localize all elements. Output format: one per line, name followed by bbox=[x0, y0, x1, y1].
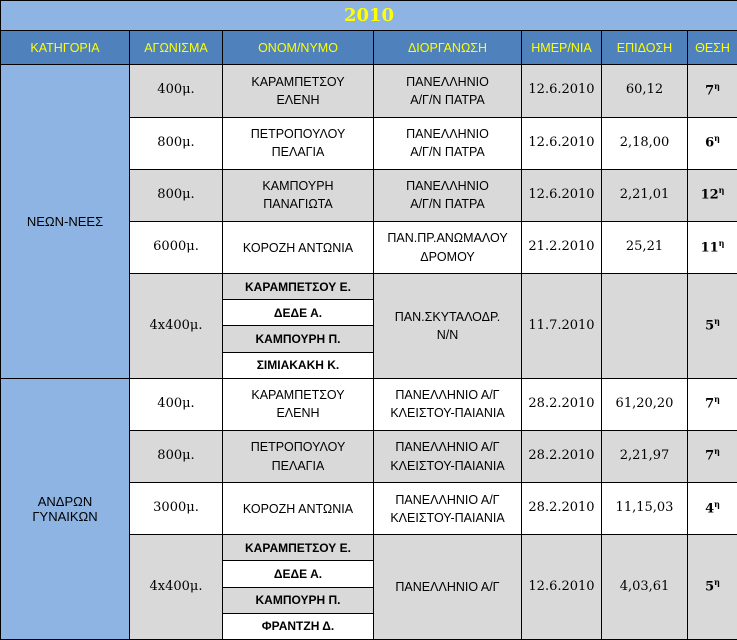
position-suffix: η bbox=[718, 237, 725, 248]
event-cell: 4x400μ. bbox=[130, 535, 223, 640]
relay-athlete-name: ΚΑΜΠΟΥΡΗ Π. bbox=[223, 587, 374, 613]
header-position: ΘΕΣΗ bbox=[688, 31, 737, 65]
category-cell bbox=[1, 65, 130, 378]
event-cell: 800μ. bbox=[130, 117, 223, 169]
table-row bbox=[1, 65, 737, 117]
header-name: ΟΝΟΜ/ΝΥΜΟ bbox=[223, 31, 374, 65]
event-cell: 3000μ. bbox=[130, 483, 223, 535]
organization-line: ΠΑΝΕΛΛΗΝΙΟ Α/Γ bbox=[395, 492, 500, 507]
date-cell: 11.7.2010 bbox=[522, 274, 602, 378]
category-label-line: ΑΝΔΡΩΝ bbox=[37, 493, 93, 509]
athlete-name-cell: ΚΟΡΟΖΗ ΑΝΤΩΝΙΑ bbox=[223, 222, 374, 274]
organization-line: ΠΑΝΕΛΛΗΝΙΟ Α/Γ bbox=[395, 440, 500, 455]
position-value: 12 bbox=[700, 187, 719, 203]
organization-line: ΠΑΝΕΛΛΗΝΙΟ Α/Γ bbox=[395, 388, 500, 403]
position-value: 4 bbox=[705, 501, 715, 516]
organization-line: Α/Γ/Ν ΠΑΤΡΑ bbox=[410, 92, 485, 107]
organization-cell bbox=[374, 65, 522, 117]
position-suffix: η bbox=[714, 133, 720, 144]
organization-line: ΠΑΝΕΛΛΗΝΙΟ bbox=[406, 179, 489, 194]
relay-athlete-name: ΚΑΡΑΜΠΕΤΣΟΥ Ε. bbox=[223, 274, 374, 300]
position-cell bbox=[688, 430, 737, 482]
athlete-name-line: ΚΑΜΠΟΥΡΗ bbox=[262, 179, 334, 194]
relay-athlete-name: ΦΡΑΝΤΖΗ Δ. bbox=[223, 613, 374, 639]
organization-cell bbox=[374, 483, 522, 535]
organization-cell bbox=[374, 222, 522, 274]
organization-line: ΚΛΕΙΣΤΟΥ-ΠΑΙΑΝΙΑ bbox=[390, 510, 505, 525]
result-cell: 11,15,03 bbox=[602, 483, 688, 535]
organization-line: Ν/Ν bbox=[436, 327, 459, 342]
athlete-name-line: ΕΛΕΝΗ bbox=[276, 406, 320, 421]
result-cell: 2,21,01 bbox=[602, 169, 688, 221]
position-value: 7 bbox=[705, 448, 715, 464]
result-cell: 60,12 bbox=[602, 65, 688, 117]
position-suffix: η bbox=[714, 315, 720, 326]
date-cell: 21.2.2010 bbox=[522, 222, 602, 274]
date-cell: 28.2.2010 bbox=[522, 378, 602, 430]
organization-cell bbox=[374, 378, 522, 430]
category-label: ΝΕΩΝ-ΝΕΕΣ bbox=[26, 213, 104, 229]
position-suffix: η bbox=[714, 577, 720, 588]
date-cell: 12.6.2010 bbox=[522, 65, 602, 117]
athlete-name-cell bbox=[223, 169, 374, 221]
year-title: 2010 bbox=[1, 1, 737, 31]
athlete-name-line: ΠΕΤΡΟΠΟΥΛΟΥ bbox=[250, 440, 346, 455]
athlete-name-line: ΠΕΛΑΓΙΑ bbox=[271, 145, 325, 160]
position-suffix: η bbox=[714, 80, 720, 91]
result-cell: 4,03,61 bbox=[602, 535, 688, 640]
header-category: ΚΑΤΗΓΟΡΙΑ bbox=[1, 31, 130, 65]
athlete-name-cell bbox=[223, 65, 374, 117]
event-cell: 400μ. bbox=[130, 378, 223, 430]
organization-cell bbox=[374, 430, 522, 482]
position-value: 6 bbox=[705, 135, 715, 151]
organization-line: ΠΑΝΕΛΛΗΝΙΟ bbox=[406, 74, 489, 89]
athlete-name-cell bbox=[223, 430, 374, 482]
header-event: ΑΓΩΝΙΣΜΑ bbox=[130, 31, 223, 65]
relay-athlete-name: ΔΕΔΕ Α. bbox=[223, 561, 374, 587]
year-row bbox=[1, 1, 737, 31]
organization-cell bbox=[374, 169, 522, 221]
position-cell bbox=[688, 169, 737, 221]
result-cell: 2,21,97 bbox=[602, 430, 688, 482]
athlete-name-line: ΠΕΤΡΟΠΟΥΛΟΥ bbox=[250, 127, 346, 142]
athlete-name-cell bbox=[223, 378, 374, 430]
organization-line: ΠΑΝΕΛΛΗΝΙΟ bbox=[406, 127, 489, 142]
position-suffix: η bbox=[714, 446, 720, 457]
organization-line: ΔΡΟΜΟΥ bbox=[420, 249, 475, 264]
position-value: 5 bbox=[705, 318, 715, 334]
relay-athlete-name: ΚΑΡΑΜΠΕΤΣΟΥ Ε. bbox=[223, 535, 374, 561]
date-cell: 12.6.2010 bbox=[522, 117, 602, 169]
position-value: 5 bbox=[705, 579, 715, 595]
header-row bbox=[1, 31, 737, 65]
position-cell bbox=[688, 117, 737, 169]
date-cell: 12.6.2010 bbox=[522, 535, 602, 640]
organization-cell bbox=[374, 274, 522, 378]
athlete-name-cell: ΚΟΡΟΖΗ ΑΝΤΩΝΙΑ bbox=[223, 483, 374, 535]
position-cell bbox=[688, 222, 737, 274]
organization-cell bbox=[374, 117, 522, 169]
date-cell: 28.2.2010 bbox=[522, 430, 602, 482]
header-date: ΗΜΕΡ/ΝΙΑ bbox=[522, 31, 602, 65]
position-suffix: η bbox=[714, 394, 720, 405]
header-organization: ΔΙΟΡΓΑΝΩΣΗ bbox=[374, 31, 522, 65]
result-cell: 25,21 bbox=[602, 222, 688, 274]
position-value: 7 bbox=[705, 83, 715, 99]
date-cell: 28.2.2010 bbox=[522, 483, 602, 535]
table-row bbox=[1, 378, 737, 430]
position-cell bbox=[688, 483, 737, 535]
position-suffix: η bbox=[714, 498, 720, 509]
event-cell: 800μ. bbox=[130, 430, 223, 482]
organization-line: Α/Γ/Ν ΠΑΤΡΑ bbox=[410, 145, 485, 160]
athlete-name-line: ΚΑΡΑΜΠΕΤΣΟΥ bbox=[251, 388, 345, 403]
organization-line: ΠΑΝ.ΠΡ.ΑΝΩΜΑΛΟΥ bbox=[387, 231, 508, 246]
header-result: ΕΠΙΔΟΣΗ bbox=[602, 31, 688, 65]
result-cell: 2,18,00 bbox=[602, 117, 688, 169]
position-value: 7 bbox=[705, 396, 715, 412]
position-cell bbox=[688, 535, 737, 640]
athlete-name-line: ΚΑΡΑΜΠΕΤΣΟΥ bbox=[251, 74, 345, 89]
date-cell: 12.6.2010 bbox=[522, 169, 602, 221]
athlete-name-line: ΕΛΕΝΗ bbox=[276, 92, 320, 107]
relay-athlete-name: ΣΙΜΙΑΚΑΚΗ Κ. bbox=[223, 352, 374, 378]
athlete-name-cell bbox=[223, 117, 374, 169]
organization-cell: ΠΑΝΕΛΛΗΝΙΟ Α/Γ bbox=[374, 535, 522, 640]
event-cell: 6000μ. bbox=[130, 222, 223, 274]
result-cell bbox=[602, 274, 688, 378]
category-label-line: ΓΥΝΑΙΚΩΝ bbox=[32, 508, 98, 524]
event-cell: 800μ. bbox=[130, 169, 223, 221]
organization-line: ΠΑΝ.ΣΚΥΤΑΛΟΔΡ. bbox=[394, 309, 501, 324]
position-cell bbox=[688, 65, 737, 117]
position-value: 11 bbox=[700, 239, 719, 255]
result-cell: 61,20,20 bbox=[602, 378, 688, 430]
event-cell: 4x400μ. bbox=[130, 274, 223, 378]
athlete-name-line: ΠΑΝΑΓΙΩΤΑ bbox=[263, 197, 333, 212]
athlete-name-line: ΠΕΛΑΓΙΑ bbox=[271, 458, 325, 473]
organization-line: ΚΛΕΙΣΤΟΥ-ΠΑΙΑΝΙΑ bbox=[390, 406, 505, 421]
position-cell bbox=[688, 378, 737, 430]
event-cell: 400μ. bbox=[130, 65, 223, 117]
category-cell bbox=[1, 378, 130, 639]
relay-athlete-name: ΚΑΜΠΟΥΡΗ Π. bbox=[223, 326, 374, 352]
position-suffix: η bbox=[718, 185, 725, 196]
relay-athlete-name: ΔΕΔΕ Α. bbox=[223, 300, 374, 326]
position-cell bbox=[688, 274, 737, 378]
organization-line: ΚΛΕΙΣΤΟΥ-ΠΑΙΑΝΙΑ bbox=[390, 458, 505, 473]
organization-line: Α/Γ/Ν ΠΑΤΡΑ bbox=[410, 197, 485, 212]
